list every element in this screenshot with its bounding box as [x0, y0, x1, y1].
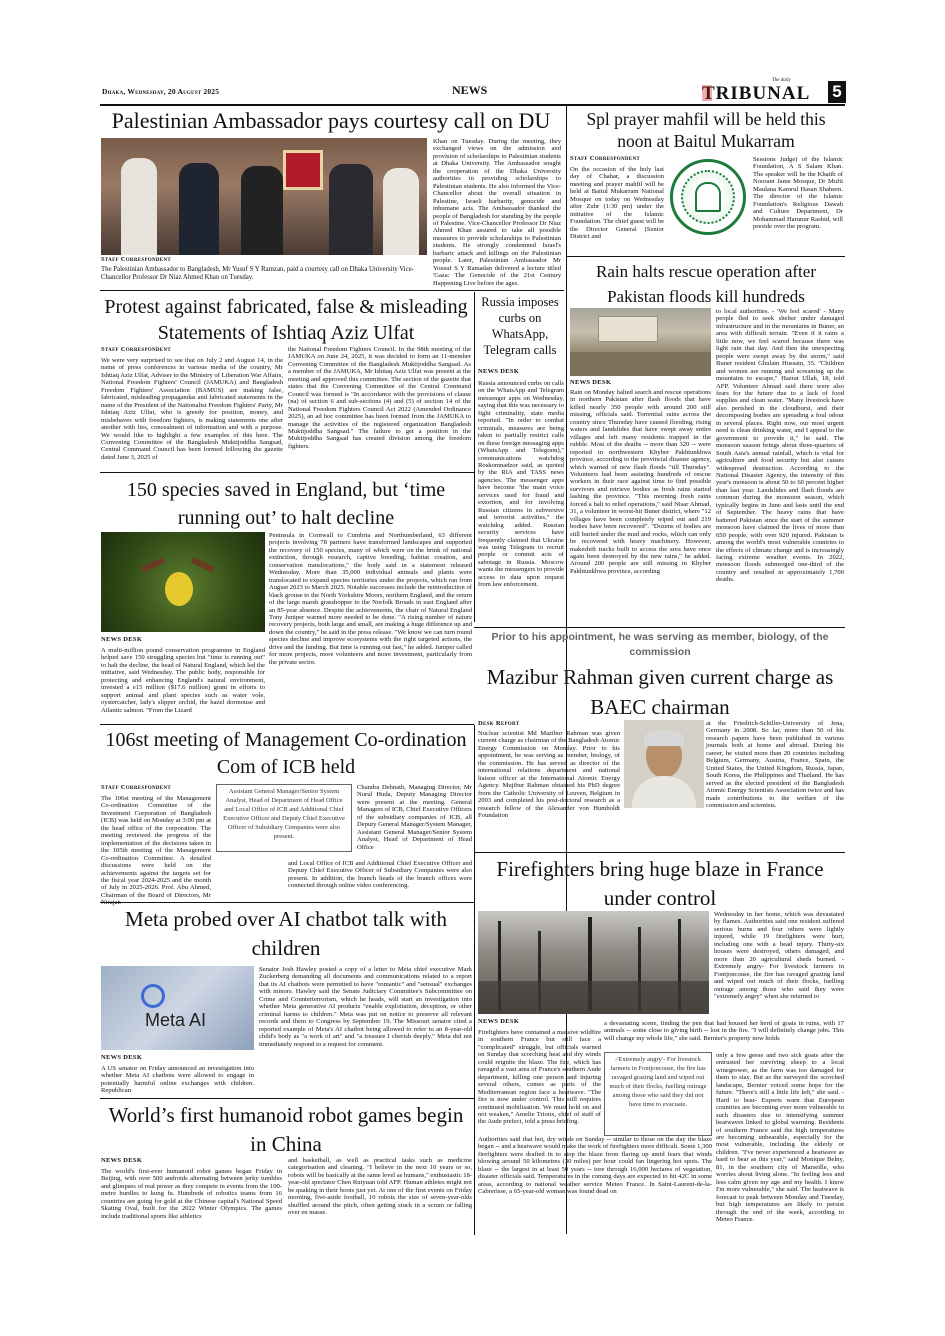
body-a9-right: Senator Josh Hawley posted a copy of a letter to Meta chief executive Mark Zuckerberg demanding all documents and communications related to a report that its AI chatbots were permitted to have "romantic" and "sensual" exchanges with minors. Hawley said the Senate Judiciary Committee's Subcommittee on Crime and Counterterrorism, which he heads, will start an investigation into whether Meta generative AI products "enable exploitation, deception, or other criminal harms to children." Meta was put on notice to preserve all relevant records and them to Congress by September 19. The Missouri senator cited a reported example of Meta's AI chatbot being allowed to refer to an 8-year-old child's body as "a work of art" and "a treasure I cherish deeply." Meta did not immediately respond to a request for comment.	[259, 966, 472, 1048]
logo-wordmark: TRIBUNAL	[702, 83, 811, 104]
body-a10-mid: a devastating scene, finding the pen that had housed her herd of goats in ruins, with 17 animals -- some close to giving birth -- lost in the fire. "I will definitely change jobs. This will change my whole life," she said. Bernier's property now holds	[604, 1020, 844, 1042]
body-a9-left: A US senator on Friday announced an investigation into whether Meta AI chatbots were allowed to engage in potentially harmful online exchanges with children. Republican	[101, 1065, 254, 1095]
divider	[474, 725, 475, 1235]
headline-france-blaze: Firefighters bring huge blaze in France under control	[496, 857, 824, 910]
pre-headline-baec: Prior to his appointment, he was serving as member, biology, of the commission	[491, 631, 829, 658]
byline-a8: Staff Correspondent	[101, 784, 171, 791]
byline-a6: NEWS DESK	[101, 636, 143, 643]
headline-palestinian-ambassador: Palestinian Ambassador pays courtesy call on DU	[111, 108, 551, 133]
body-a11-col2: and basketball, as well as practical tasks such as medicine categorisation and cleaning. "I believe in the next 10 years or so, robots will be basically at the same level as humans," enthusiastic 18-year-old spectator Chen Ruiyuan told AFP. Human athletes might not be quaking in their boots just yet. At one of the first events on Friday morning, five-aside football, 10 robots the size of seven-year-olds shuffled around the pitch, often getting stuck in a scrum or falling over en masse.	[288, 1157, 472, 1217]
pullquote-icb: Assistant General Manager/Senior System Analyst, Head of Department of Head Office and Local Office of ICB and Additional Chief Executive Officer and Deputy Chief Executive Officer of Subsidiary Companies were also present.	[216, 784, 352, 852]
byline-a9: NEWS DESK	[101, 1054, 143, 1061]
divider	[474, 627, 845, 628]
byline-a10: NEWS DESK	[478, 1018, 520, 1025]
body-a1: Khan on Tuesday. During the meeting, they exchanged views on the admission and provision of scholarships to Palestinian students at Dhaka University. The Ambassador sought the cooperation of the Dhaka University authorities in providing scholarships to Palestinian students. He also informed the Vice-Chancellor about the overall situation in Palestine, Israeli barbarity, genocide and inhumane acts. The Ambassador thanked the people of Bangladesh for standing by the people of Palestine. Vice-Chancellor Professor Dr Niaz Ahmed Khan assured to take all possible measures to provide scholarships to Palestinian students. He strongly condemned Israel's barbaric attack and killings on the Palestinian people. Later, Palestinian Ambassador Mr Yousuf S Y Ramadan delivered a lecture titled 'Gaza: The Genocide of the 21st Century Happening Live before the ages.	[433, 138, 561, 287]
photo-burned-forest	[478, 911, 709, 1014]
byline-a1: Staff Correspondent	[101, 256, 171, 263]
body-a6-left: A multi-million pound conservation programme in England helped save 150 struggling species but "time is running out" to halt the decline, the head of Natural England, which led the initiative, said Wednesday. The public body, responsible for protecting and enhancing England's natural environment, invested a e15 million ($17.6 million) grant in efforts to support animal and plant species such as water vole, oystercatcher, lady's slipper orchid, the hazel dormouse and Atlantic salmon. "From the Lizard	[101, 647, 265, 714]
divider	[100, 472, 474, 473]
body-a8-left: The 106st meeting of the Management Co-ordination Committee of the Investment Corporation of Bangladesh (ICB) was held on Monday at 3:00 pm at the head office of the corporation. The meeting reviewed the progress of the implementation of the decisions taken in the 105th meeting of the Management Co-ordination Committee. A detailed discussions were held on the achievements against the targets set for the fiscal year 2024-2025 and the month of July in 2025-2026. Prof. Abu Ahmed, Chairman of the Board of Directors, Mr	[101, 795, 211, 899]
headline-pakistan-floods: Rain halts rescue operation after Pakistan floods kill hundreds	[596, 262, 816, 306]
body-a10-right-bottom: only a few geese and two sick goats after the entrusted her surviving sheep to a local winegrower, as the farm was too damaged for them to stay. But as the surveyed the scorched landscape, Bernier voiced some hope for the future. "There's still a little life left," she said. -Hard to bear- Experts warn that European countries are becoming ever more vulnerable to such disasters due to intensifying summer heatwaves linked to global warming. Residents of southern France said the high temperatures are becoming unbearable, especially for the most vulnerable, including the elderly or children. "I've never experienced a heatwave as hard to bear as this year," said Monique Belny, 81, in the southern city of Marseille, who worries about living alone. "In feeling less and less calm given my age and my health. I know I'm more vulnerable," she said. The heatwave is forecast to peak between Monday and Tuesday, but high temperatures are likely to persist through the end of the week, according to Meteo France.	[716, 1052, 844, 1223]
section-label: NEWS	[452, 83, 488, 97]
body-a10-left: Firefighters have contained a massive wildfire in southern France but still face a "complicated" struggle, but officials warned on Sunday that scorching heat and dry winds could reignite the blaze. The fire, which has ravaged a vast area of France's southern Aude department, killing one person and injuring several others, comes as parts of the Mediterranean region face a heatwave. "The fire is now under control. This still requires continued mobilisation. We must hold on and not weaken," Amelie Trioux, chief of staff of the Aude prefect, told a press briefing.	[478, 1029, 601, 1126]
headline-baec-chairman: Mazibur Rahman given current charge as BAEC chairman	[486, 665, 834, 719]
meta-ai-logo-icon	[141, 984, 165, 1008]
photo-ambassador-meeting	[101, 138, 427, 255]
body-a3-col2: the National Freedom Fighters Council. In the 98th meeting of the JAMUKA on June 24, 2025, it was decided to form an 11-member Convening Committee of the Bangladesh Muktijoddha Sangsad. As a member of the JAMUKA, Mr Ishtiaq Aziz Ulfat was present at the meeting and approved this committee. The section of the gazette that states that the Convening Committee of the Central Command Council was formed is "In accordance with the provisions of clause (na) of section 6 and sub-sections (4) and (5) of section 14 of the National Freedom Fighters Council Act 2022 (Amended Ordinance 2025), an ad hoc committee has been formed from the JAMUKA to manage the activities of the registered organization Bangladesh Muktijoddha Sangsad." The failure to get a position in the Muktijoddha Sangsad has created division among the freedom fighters.	[288, 346, 471, 450]
body-a10-right-top: Wednesday in her home, which was devastated by flames. Authorities said one resident suffered serious burns and four others were lightly injured, while 19 firefighters were hurt, including one with a head injury. Thirty-six houses were destroyed, others damaged, and more than 20 agricultural sheds burned. -Extremely angry- For livestock farmers in Fontjoncouse, the fire has ravaged grazing land and wiped out much of their flocks, fuelling outrage among those who said they were "extremely angry" when she returned to	[714, 911, 844, 1000]
divider	[474, 852, 845, 853]
body-a3-col1: We were very surprised to see that on July 2 and August 14, in the name of press conferences in various media of the country, Mr Ishtiaq Aziz Ulfat, Adviser to the Ministry of Liberation War Affairs, National Freedom Fighters' Council (JAMUKA) and Bangladesh Freedom Fighters' Association (BAMUS) are making false, fabricated, misleading propagandas and fabricated statements in the name of the President of the Nationalist Freedom Fighters' Party, Mr Ishtiaq Aziz Ulfat, who is greedy for position, money, and misbehaves with freedom fighters, is making statements one after another with lies, concealment of information and with a purpose. We would like to highlight a few examples of this here. The Convening Committee of the Bangladesh Muktijoddha Sangsad, Central Command Council has been formed following the gazette dated June 3, 2025 of	[101, 357, 283, 461]
byline-a2: Staff Correspondent	[570, 155, 640, 162]
body-a5-left: Rain on Monday halted search and rescue operations in northern Pakistan after flash floods that have killed nearly 350 people with around 200 still missing, officials said. Torrential rains across the country since Thursday have caused flooding, rising waters and landslides that have swept away entire villages and left many residents trapped in the rubble. Most of the deaths -- more than 320 -- were reported in northwestern Khyber Pakhtunkhwa province, according to the provincial disaster agency, which warned of new flash floods "till Thursday". Volunteers had been assisting hundreds of rescue workers in their race against time to find possible survivors and retrieve bodies as fresh rains started lashing the province. "This morning fresh rains forced a halt to relief operations," said Nisar Ahmad, 31, a volunteer in worst-hit Buner district, where "12 villages have been completely wiped out and 219 bodies have been recovered". "Dozens of bodies are still buried under the mud and rocks, which can only be recovered with heavy machinery. However, makeshift tracks built to access the area have once again been destroyed by the new rains," he added. Around 200 people are still missing in Khyber Pakhtunkhwa province, according	[570, 389, 711, 575]
photo-islamic-foundation-logo	[667, 156, 749, 238]
page-header	[100, 80, 845, 106]
header-rule	[100, 104, 845, 106]
photo-meta-ai	[101, 966, 254, 1050]
headline-protest-statements: Protest against fabricated, false & misleading Statements of Ishtiaq Aziz Ulfat	[104, 296, 468, 344]
body-a5-right: to local authorities. - 'We feel scared' - Many people fled to seek shelter under damaged infrastructure and in the mountains in Buner, an area with difficult terrain. "Even if it rains a little now, we feel scared because there was light rain that day. And then the unexpecting people were swept away by the storm," said Buner resident Ghulam Hussain, 35. "Children and women are running and screaming up the mountains to escape," Hazrat Ullah, 18, told AFP. Volunteer Ahmad said there were also fears for the future due to a lack of food supplies and clean water. "Many livestock have also perished in the cloudburst, and their decomposing bodies are spreading a foul odour in several places. Right now, our most urgent need is clean drinking water, and I appeal to the government to provide it," he said. The monsoon season brings about three-quarters of South Asia's annual rainfall, which is vital for agriculture and food security but also causes widespread destruction. According to the National Disaster Agency, the intensity of this year's monsoon is about 50 to 60 percent higher than last year. Landslides and flash floods are common during the monsoon season, which typically begins in June and lasts until the end of September. The heavy rains that have battered Pakistan since the start of the summer monsoon have claimed the lives of more than 650 people, with over 920 injured. Pakistan is among the world's most vulnerable countries to the effects of climate change and is increasingly facing extreme weather events. In 2022, monsoon floods submerged one-third of the country and resulted in approximately 1,700 deaths.	[716, 308, 844, 584]
headline-prayer-mahfil: Spl prayer mahfil will be held this noon at Baitul Mukarram	[586, 109, 826, 151]
divider	[100, 724, 474, 725]
dateline: Dhaka, Wednesday, 20 August 2025	[102, 87, 220, 96]
body-a7-left: Nuclear scientist Md Mazibur Rahman was given current charge as chairman of the Bangladesh Atomic Energy Commission on Monday. Prior to his appointment, he was serving as member, biology, of the commission. He has served as director of the international relations department and national liaison officer at the International Atomic Energy Agency. Mujibur Rahman obtained his PhD degree from the Catholic University of Leuven, Belgium in 2003 and completed his post-doctoral research as a research fellow of the Alexander von Humboldt Foundation	[478, 730, 620, 819]
caption-a1: The Palestinian Ambassador to Bangladesh, Mr Yusuf S Y Ramzan, paid a courtesy call on Dhaka University Vice-Chancellor Professor Dr Niaz Ahmed Khan on Tuesday.	[101, 266, 414, 281]
pullquote-livestock: -'Extremely angry'- For livestock farmers in Fontjoncouse, the fire has ravaged grazing land and wiped out much of their flocks, fuelling outrage among those who said they did not have time to evacuate.	[604, 1052, 712, 1136]
headline-icb-meeting: 106st meeting of Management Co-ordination Com of ICB held	[105, 729, 467, 778]
byline-a3: Staff Correspondent	[101, 346, 171, 353]
photo-pakistan-flood	[570, 308, 711, 376]
logo	[702, 80, 826, 104]
byline-a5: NEWS DESK	[570, 379, 612, 386]
logo-accent	[702, 85, 712, 101]
body-a6-right: Peninsula in Cornwall to Cumbria and Northumberland, 63 different projects involving 78 partners have transformed landscapes and supported the recovery of 150 species, many of which were on the brink of national extinction, through research, captive breeding, habitat creation, and conservation translocations," the body said in a statement released Wednesday. More than 35,000 individual animals and plants were translocated to expand species territories under the projects, which ran from August 2023 to March 2025. Notable successes include the reintroduction of black grouse to the North Yorkshire Moors, northern England, and the return of the large marsh grasshopper to the Norfolk Broads in east England after an 85-year absence. Despite the achievements, the chair of Natural England Tony Juniper warned more needed to be done. "A rising number of nature recovery projects, both large and small, are making a huge difference up and down the country," he said in the press release. "We know we can turn round species decline and improve ecosystems with the right targeted actions, the drive and the funding. But time is running out fast," he added. Juniper called for more projects, more volunteers and more investment, particularly from the private sector.	[269, 532, 472, 666]
body-a2-left: On the occasion of the holy last day of Chahar, a discussion meeting and prayer mahfil will be held at Baitul Mukarram National Mosque on today on Wednesday after Zuhr (1:30 pm) under the initiative of the Islamic Foundation. The chief guest will be the Director General (Senior District and	[570, 166, 664, 241]
photo-mazibur-rahman	[624, 720, 704, 808]
headline-robot-games: World’s first humanoid robot games begin in China	[108, 1103, 464, 1156]
photo-lady-slipper-orchid	[101, 532, 265, 632]
byline-a11: NEWS DESK	[101, 1157, 143, 1164]
body-a7-right: at the Friedrich-Schiller-University of Jena, Germany in 2008. So far, more than 50 of his research papers have been published in various journals both at home and abroad. During his career, he visited more than 20 countries including Belgium, Germany, Austria, France, Spain, the United States, the United Kingdom, Russia, Japan, South Korea, the Philippines and Thailand. He has served as the elected president of the Bangladesh Atomic Energy Scientists Association twice and has made contributions to the welfare of the commission and scientists.	[706, 720, 844, 809]
body-a11-col1: The world's first-ever humanoid robot games began Friday in Beijing, with over 500 androids alternating between jerky tumbles and glimpses of real power as they compete in events from the 100-metre hurdles to kung fu. Hundreds of robotics teams from 16 countries are going for gold at the Chinese capital's National Speed Skating Oval, built for the 2022 Winter Olympics. The games include traditional sports like athletics	[101, 1168, 282, 1220]
divider	[566, 256, 845, 257]
divider	[100, 902, 474, 903]
body-a8-right: Chandra Debnath, Managing Director, Mr Nurul Huda, Deputy Managing Director were present at the meeting. General Managers of ICB, Chief Executive Officers of the subsidiary companies of ICB, all Deputy General Manager/System Manager, Assistant General Manager/Senior System Analyst, Head of Department of Head Office	[357, 784, 472, 851]
logo-tagline: The daily	[772, 78, 791, 83]
headline-species-england: 150 species saved in England, but ‘time running out’ to halt decline	[126, 479, 446, 529]
body-a4: Russia announced curbs on calls on the WhatsApp and Telegram messenger apps on Wednesday, saying that this was necessary to fight criminality, state media reported. "In order to combat criminals, measures are being taken to partially restrict calls on these foreign messaging apps (WhatsApp and Telegram)," communications watchdog Roskomnadzor said, as quoted by the RIA and TASS news agencies. The messenger apps have become "the main voice services used for fraud and extortion, and for involving Russian citizens in subversive and terrorist activities," the watchdog added. Russian security services have frequently claimed that Ukraine was using Telegram to recruit people or commit acts of sabotage in Russia. Moscow wants the messengers to provide access to data upon request from law enforcement.	[478, 380, 564, 589]
body-a8-bottom: and Local Office of ICB and Additional Chief Executive Officer and Deputy Chief Executive Officer of Subsidiary Companies were also present. In addition, the branch heads of the branch offices were connected through online video conferencing.	[288, 860, 472, 890]
body-a10-left2: Authorities said that hot, dry winds on Sunday -- similar to those on the day the blaze began -- and a heatwave would make the work of firefighters more difficult. Some 1,300 firefighters were drafted in to stop the blaze from flaring up amid fears that winds blowing around 50 kilometres (30 miles) per hour could fan lingering hot spots. The blaze -- the largest in at least 50 years -- tore through 16,000 hectares of vegetation, disaster officials said. Temperatures in the coming days are expected to hit 42C in some areas, according to national weather service Meteo France. In Saint-Laurent-de-la-Cabrerisse, a 65-year-old woman was found dead on	[478, 1136, 712, 1196]
divider	[100, 1098, 474, 1099]
meta-ai-image-text: Meta AI	[145, 1010, 207, 1030]
byline-a7: Desk Report	[478, 720, 520, 727]
body-a2-right: Sessions Judge) of the Islamic Foundation, A S Salam Khan. The speaker will be the Khatib of Noorani Jame Mosque, Dr Mufti Maulana Kamrul Hasan Shaheen. The director of the Islamic Foundation's Religious Dawah and Culture Department, Dr Mohammad Harunur Rashid, will preside over the program.	[753, 156, 843, 231]
page-number: 5	[828, 81, 846, 103]
byline-a4: NEWS DESK	[478, 368, 520, 375]
headline-meta-chatbot: Meta probed over AI chatbot talk with children	[125, 907, 447, 960]
headline-russia-whatsapp: Russia imposes curbs on WhatsApp, Telegram calls	[481, 295, 559, 357]
divider	[100, 290, 564, 291]
